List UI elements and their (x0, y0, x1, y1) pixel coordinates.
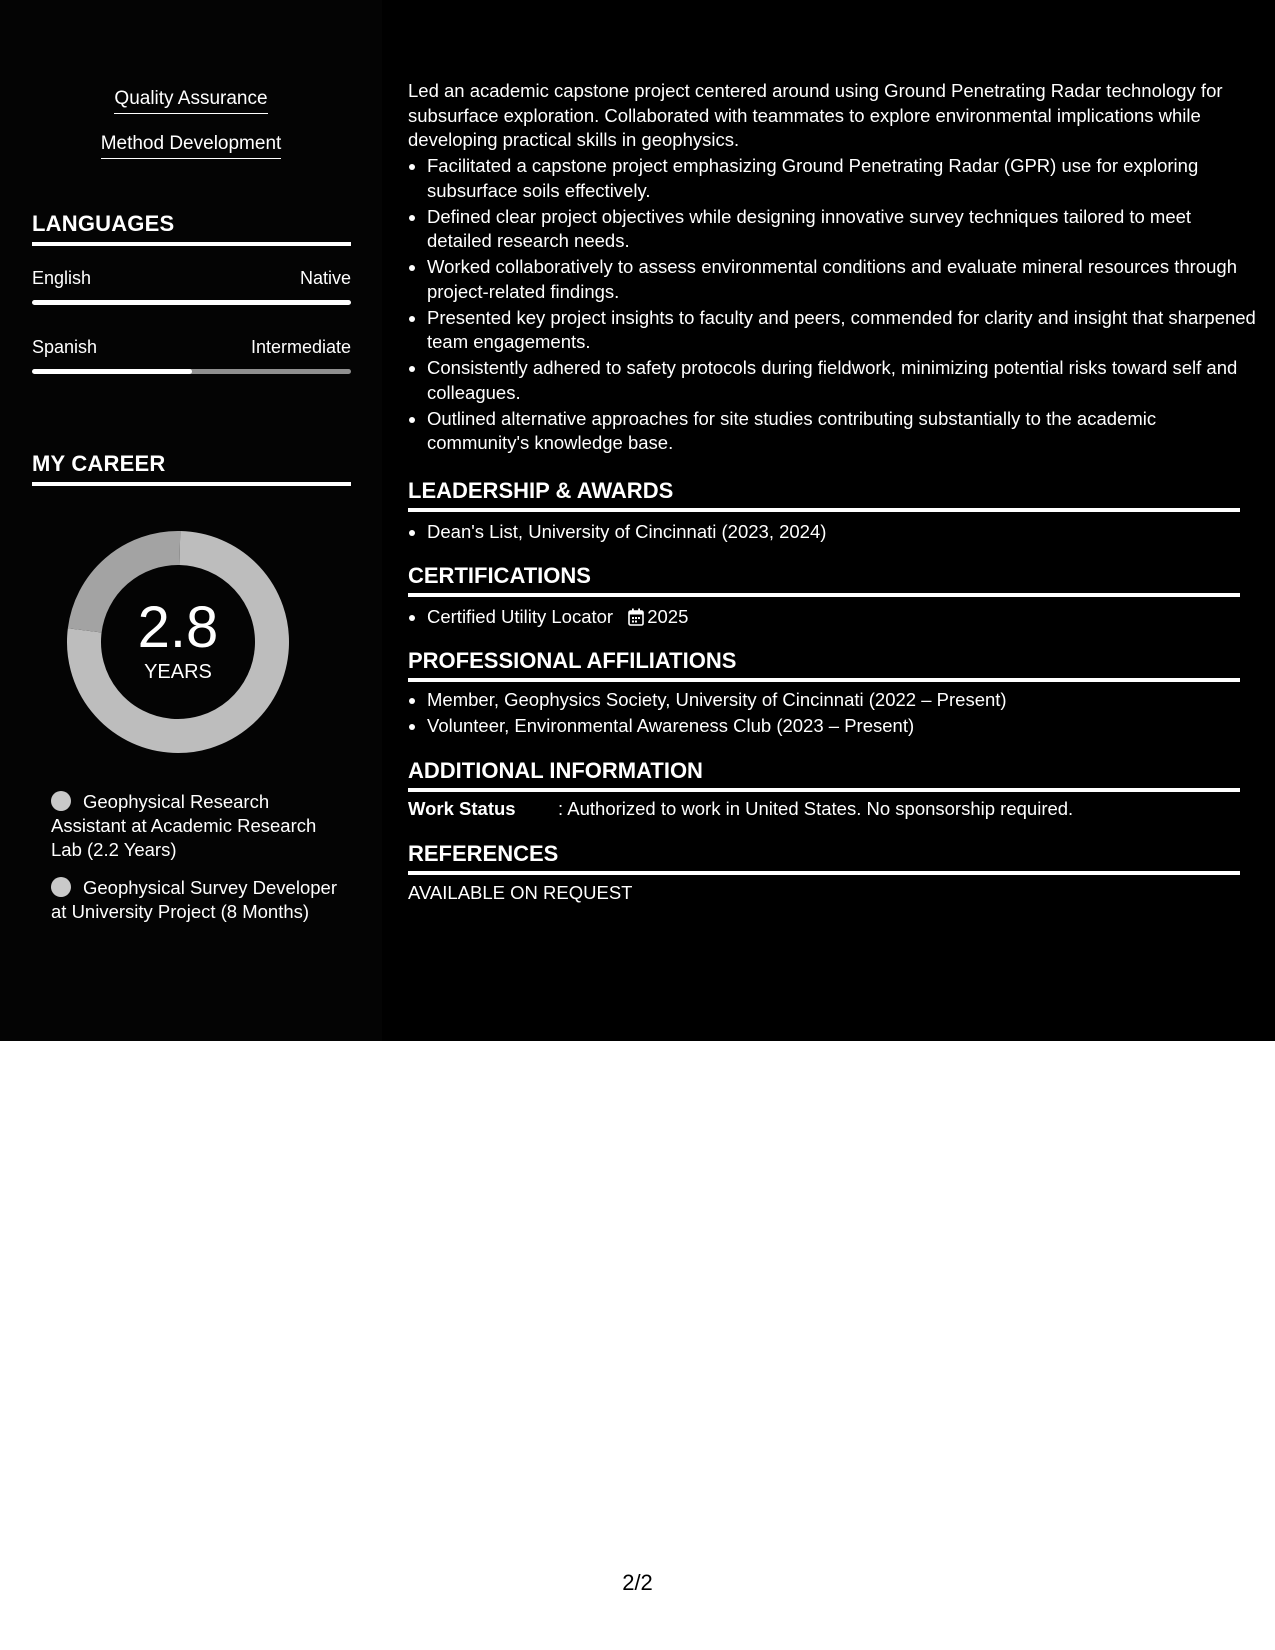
languages-heading: LANGUAGES (32, 211, 351, 246)
list-item: • Dean's List, University of Cincinnati (2023, 2024) (427, 520, 1259, 545)
list-item: • Outlined alternative approaches for site studies contributing substantially to the academic community's knowledge base. (427, 407, 1259, 456)
work-status-label: Work Status (408, 798, 516, 819)
additional-info-heading: ADDITIONAL INFORMATION (408, 758, 1240, 792)
references-heading: REFERENCES (408, 841, 1240, 875)
language-name: Spanish (32, 337, 98, 357)
skill-tag (0, 133, 382, 159)
leadership-heading: LEADERSHIP & AWARDS (408, 478, 1240, 512)
references-text: AVAILABLE ON REQUEST (408, 882, 633, 903)
affiliations-list (408, 688, 1259, 740)
list-item (427, 605, 1259, 630)
career-total-value: 2.8 (137, 595, 219, 660)
language-level: Native (299, 268, 351, 288)
language-proficiency-fill (32, 300, 351, 305)
leadership-list (408, 520, 1259, 546)
calendar-icon (628, 608, 644, 626)
certifications-list (408, 605, 1259, 631)
career-donut-chart (64, 528, 292, 756)
skill-label: Method Development (101, 133, 282, 159)
skill-label: Quality Assurance (114, 88, 267, 114)
career-item-text: Geophysical Research Assistant at Academic Research Lab (2.2 Years) (51, 791, 317, 860)
language-proficiency-fill (32, 369, 192, 374)
language-proficiency-bar (32, 300, 351, 305)
career-item-text: Geophysical Survey Developer at University Project (8 Months) (51, 877, 337, 922)
affiliations-heading: PROFESSIONAL AFFILIATIONS (408, 648, 1240, 682)
page-number: 2/2 (622, 1570, 653, 1595)
work-status-row (408, 798, 1240, 820)
language-name: English (32, 268, 92, 288)
list-item: • Defined clear project objectives while designing innovative survey techniques tailored to meet detailed research needs. (427, 205, 1259, 254)
project-bullets (408, 154, 1259, 457)
certifications-heading: CERTIFICATIONS (408, 563, 1240, 597)
career-dot-icon (51, 877, 71, 897)
sidebar (0, 0, 382, 1041)
career-dot-icon (51, 791, 71, 811)
certification-year: 2025 (647, 606, 689, 627)
career-total-unit: YEARS (144, 661, 212, 683)
career-item (51, 876, 341, 924)
list-item: • Volunteer, Environmental Awareness Club (2023 – Present) (427, 714, 1259, 739)
list-item: • Consistently adhered to safety protocols during fieldwork, minimizing potential risks toward self and colleagues. (427, 356, 1259, 405)
language-level: Intermediate (250, 337, 351, 357)
language-proficiency-bar (32, 369, 351, 374)
list-item: • Member, Geophysics Society, University of Cincinnati (2022 – Present) (427, 688, 1259, 713)
main-content (408, 0, 1256, 1041)
certification-name: Certified Utility Locator (427, 606, 614, 627)
career-heading: MY CAREER (32, 451, 351, 486)
list-item: • Presented key project insights to faculty and peers, commended for clarity and insight that sharpened team engagements. (427, 306, 1259, 355)
list-item: • Facilitated a capstone project emphasizing Ground Penetrating Radar (GPR) use for exploring subsurface soils effectively. (427, 154, 1259, 203)
career-item (51, 790, 341, 862)
work-status-value: : Authorized to work in United States. No sponsorship required. (558, 798, 1074, 819)
project-summary: Led an academic capstone project centered around using Ground Penetrating Radar technology for subsurface exploration. Collaborated with teammates to explore environmental implications while developing practical skills in geophysics. (408, 80, 1223, 150)
skill-tag (0, 88, 382, 114)
list-item: • Worked collaboratively to assess environmental conditions and evaluate mineral resources through project-related findings. (427, 255, 1259, 304)
